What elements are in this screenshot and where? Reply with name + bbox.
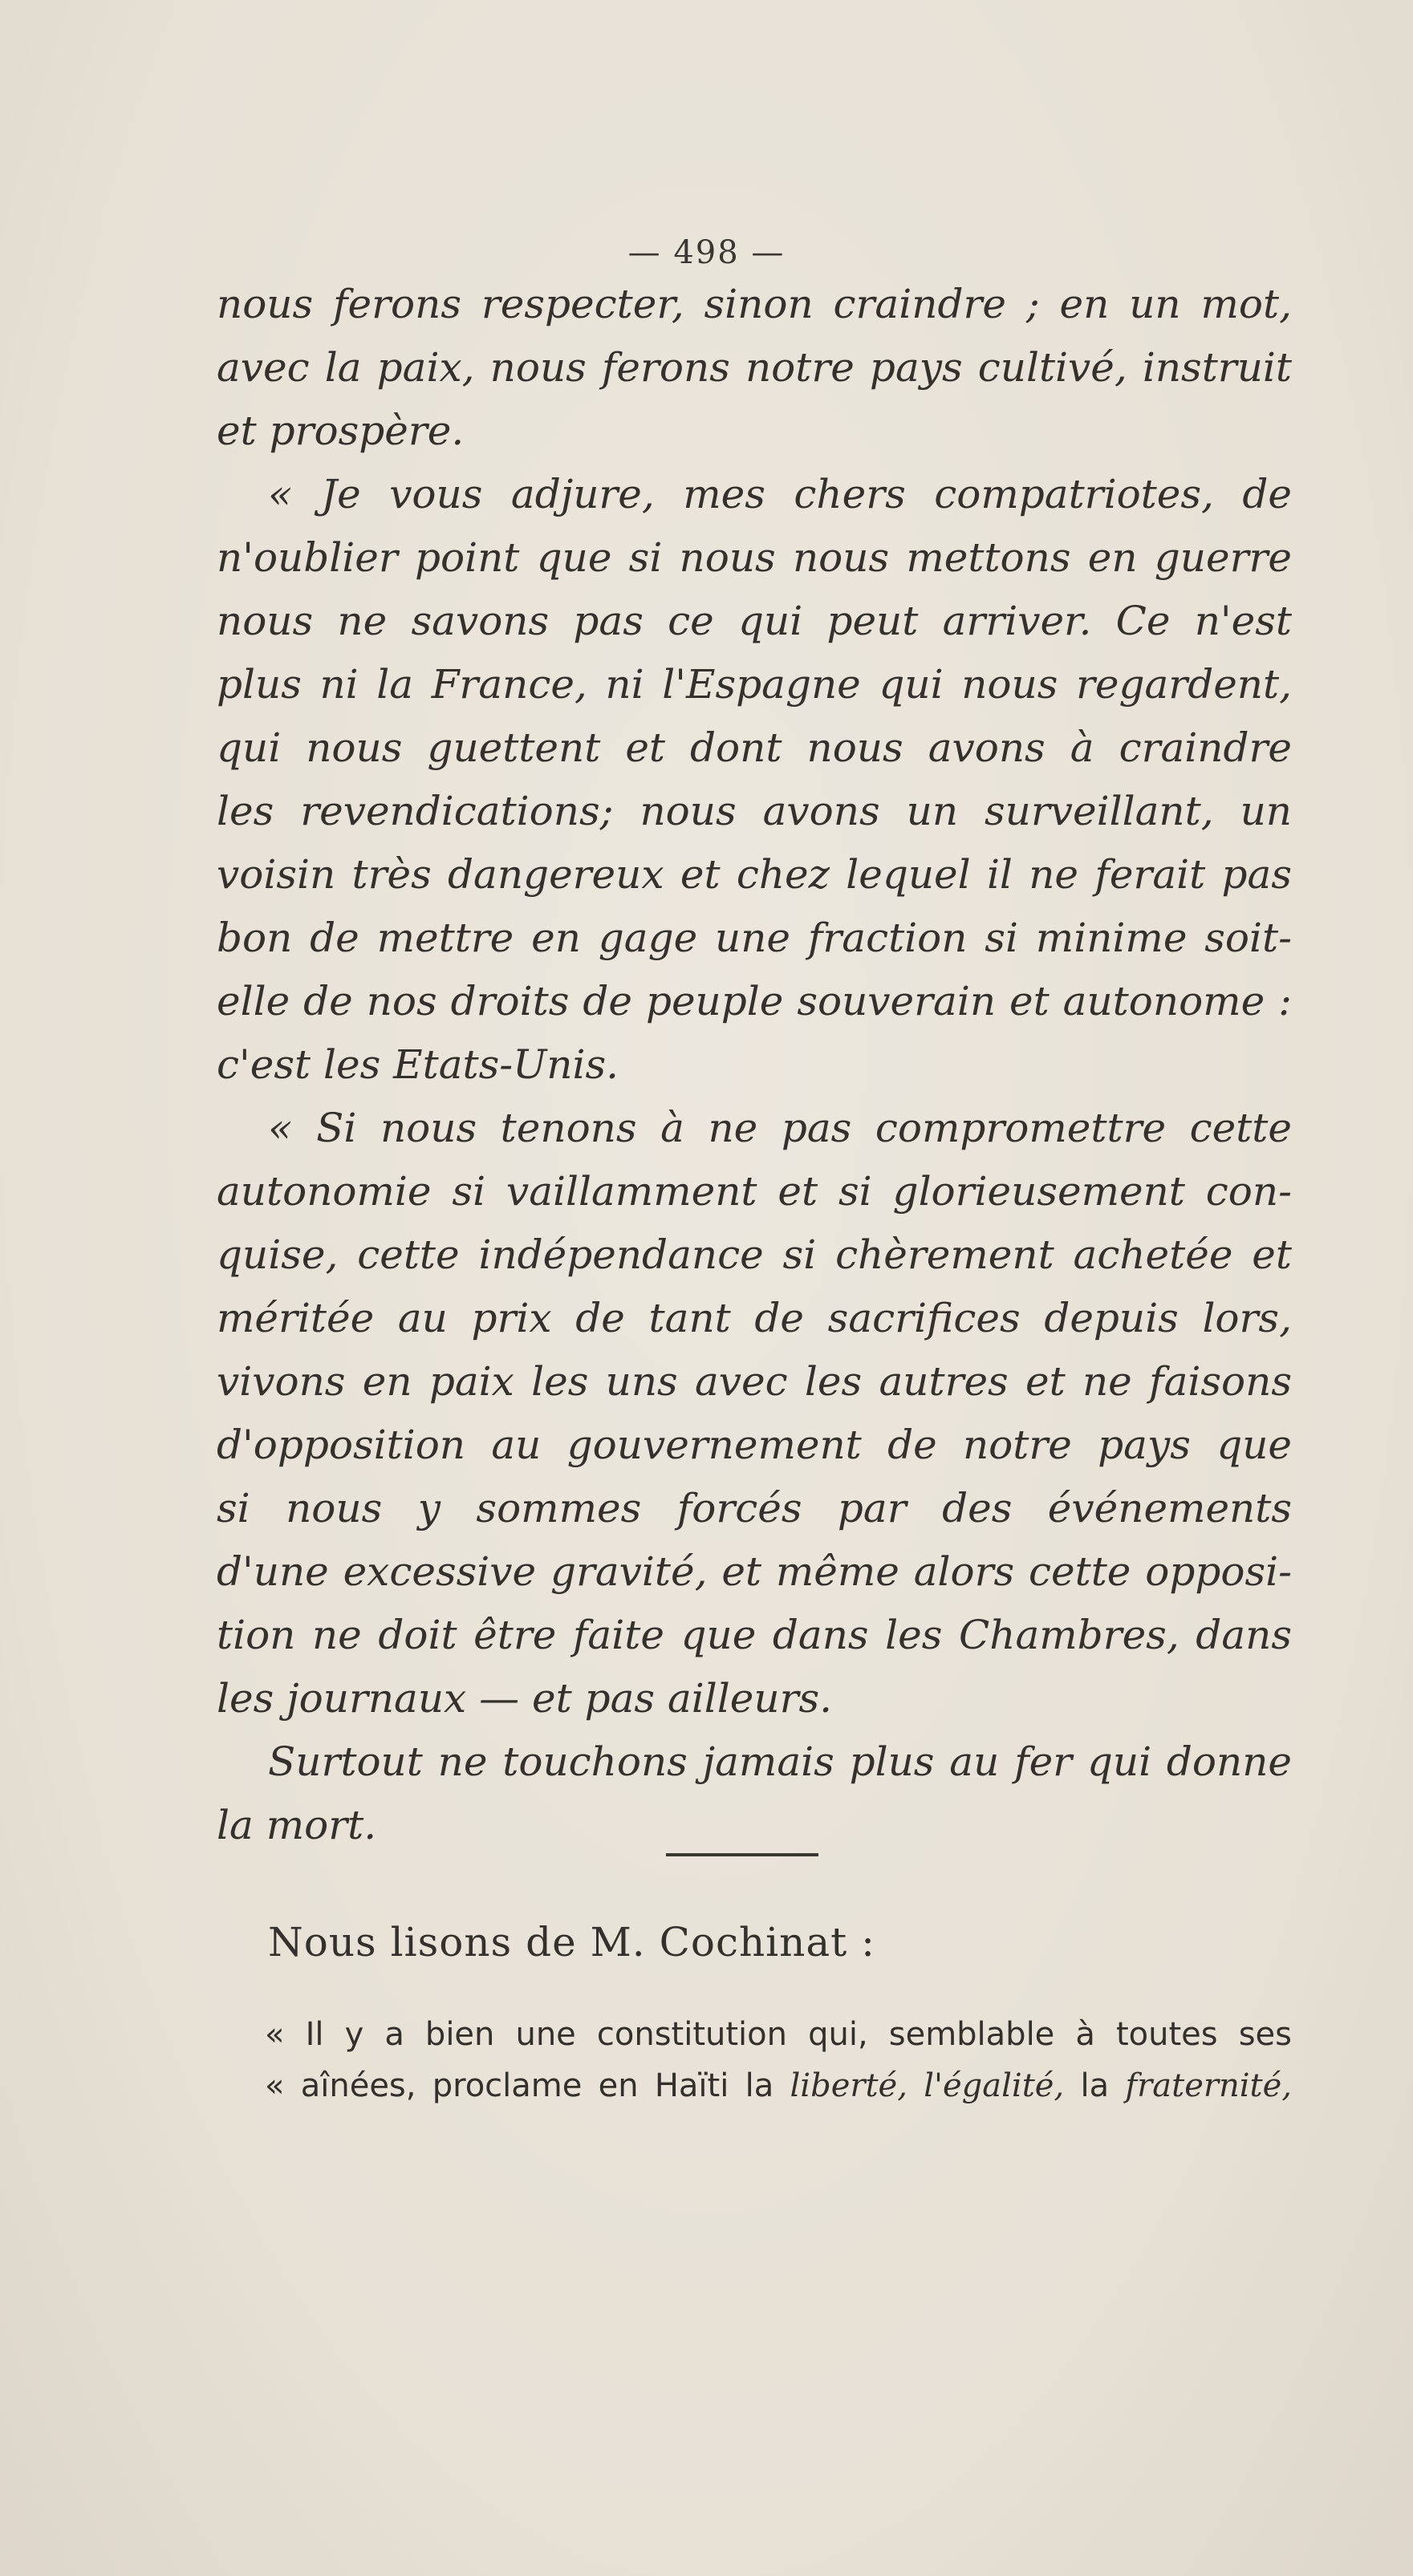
text-line: la mort. <box>217 1802 377 1848</box>
text-line: Surtout ne touchons jamais plus au fer qui donne <box>268 1738 1292 1785</box>
quote-segment: « aînées, proclame en Haïti la <box>265 2067 774 2104</box>
text-line: vivons en paix les uns avec les autres et ne faisons <box>217 1358 1292 1405</box>
text-line: avec la paix, nous ferons notre pays cultivé, instruit <box>217 344 1292 391</box>
text-line: voisin très dangereux et chez lequel il ne ferait pas <box>217 851 1292 898</box>
text-line: si nous y sommes forcés par des événements <box>217 1485 1292 1531</box>
quote-emphasis: liberté, <box>790 2067 907 2104</box>
quote-emphasis: fraternité, <box>1125 2067 1292 2104</box>
text-line: « Je vous adjure, mes chers compatriotes, de <box>268 471 1292 517</box>
section-divider <box>666 1853 818 1856</box>
text-line: autonomie si vaillamment et si glorieusement con- <box>217 1168 1292 1215</box>
text-line: qui nous guettent et dont nous avons à craindre <box>217 724 1292 771</box>
text-line: plus ni la France, ni l'Espagne qui nous regardent, <box>217 661 1292 708</box>
text-line: les revendications; nous avons un surveillant, un <box>217 788 1292 834</box>
text-line: elle de nos droits de peuple souverain et autonome : <box>217 978 1292 1024</box>
quote-line: « Il y a bien une constitution qui, semblable à toutes ses <box>265 2016 1292 2053</box>
section-intro: Nous lisons de M. Cochinat : <box>268 1919 875 1965</box>
text-line: les journaux — et pas ailleurs. <box>217 1675 833 1722</box>
quotation <box>265 2009 1292 2112</box>
text-line: d'une excessive gravité, et même alors cette opposi- <box>217 1548 1292 1595</box>
text-line: quise, cette indépendance si chèrement achetée et <box>217 1231 1292 1278</box>
text-line: « Si nous tenons à ne pas compromettre cette <box>268 1105 1292 1151</box>
text-line: bon de mettre en gage une fraction si minime soit- <box>217 915 1292 961</box>
text-line: et prospère. <box>217 408 465 454</box>
main-text <box>217 273 1292 1857</box>
text-line: c'est les Etats-Unis. <box>217 1041 619 1088</box>
page-number: — 498 — <box>627 234 786 271</box>
quote-line <box>265 2060 1292 2112</box>
text-line: tion ne doit être faite que dans les Chambres, dans <box>217 1612 1292 1658</box>
text-line: méritée au prix de tant de sacrifices depuis lors, <box>217 1295 1292 1341</box>
text-line: d'opposition au gouvernement de notre pays que <box>217 1422 1292 1468</box>
quote-emphasis: l'égalité, <box>924 2067 1065 2104</box>
text-line: nous ne savons pas ce qui peut arriver. Ce n'est <box>217 598 1292 644</box>
quote-segment: la <box>1080 2067 1110 2104</box>
text-line: n'oublier point que si nous nous mettons en guerre <box>217 534 1292 581</box>
text-line: nous ferons respecter, sinon craindre ; en un mot, <box>217 281 1292 327</box>
